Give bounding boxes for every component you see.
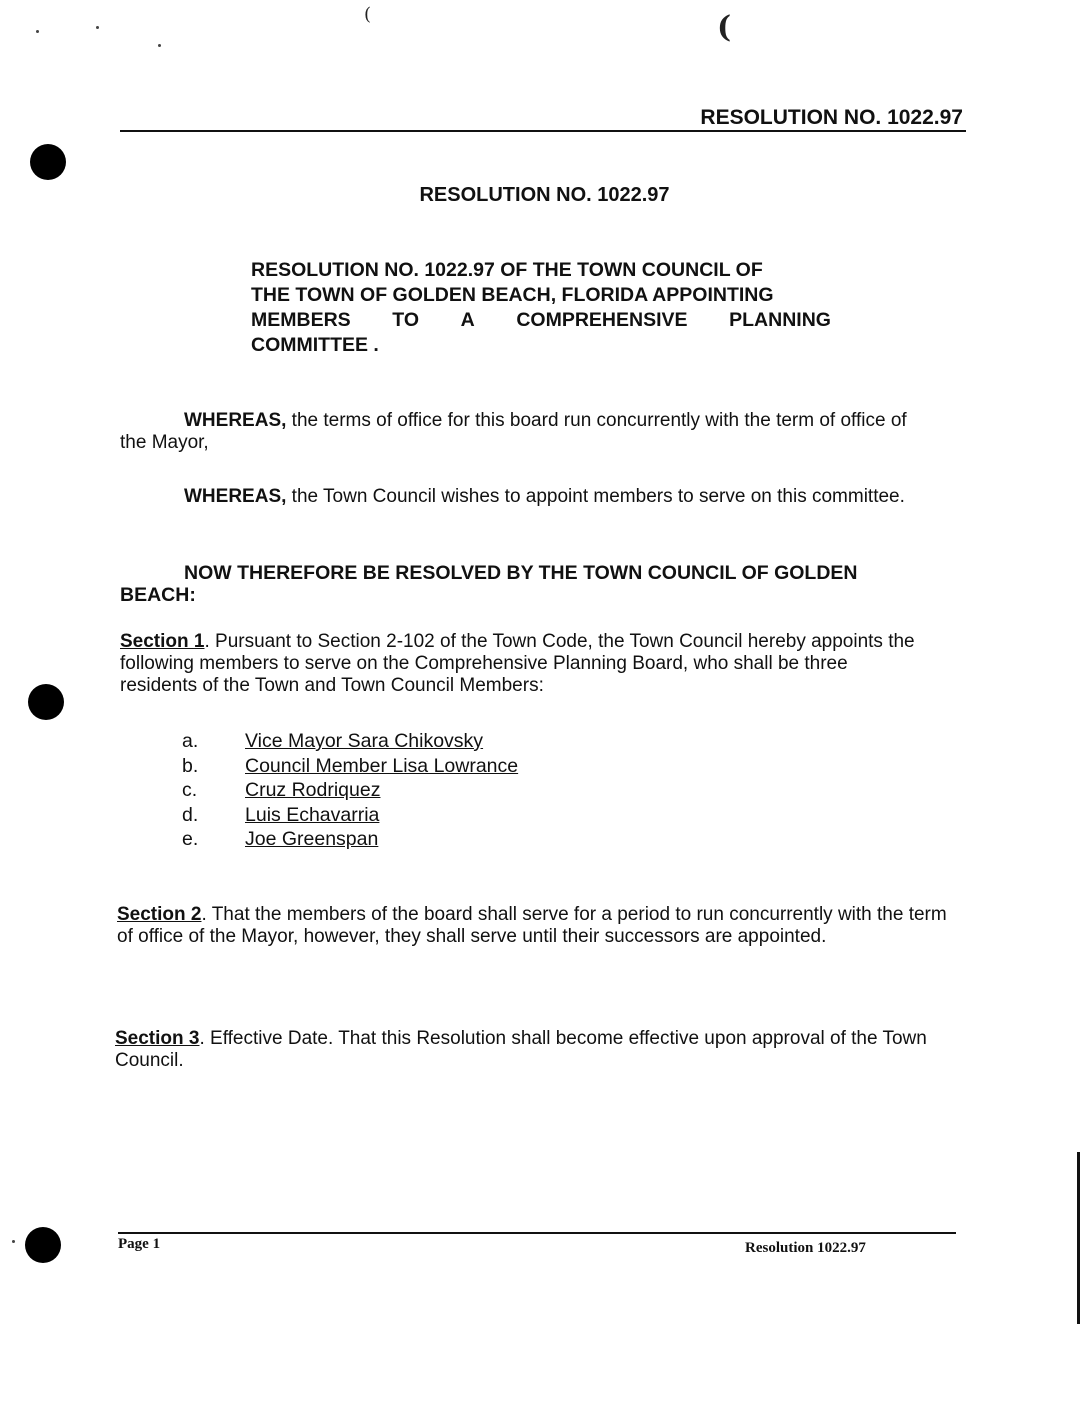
- caption-line-1: RESOLUTION NO. 1022.97 OF THE TOWN COUNCIL OF: [251, 259, 763, 281]
- list-item: [182, 755, 518, 780]
- punch-hole-bottom: [25, 1227, 61, 1263]
- caption-line-3: [251, 308, 831, 333]
- punch-hole-top: [30, 144, 66, 180]
- caption-word: A: [460, 309, 475, 331]
- member-name: Council Member Lisa Lowrance: [245, 754, 519, 777]
- member-name: Cruz Rodriquez: [245, 779, 381, 801]
- caption-word: PLANNING: [729, 309, 831, 331]
- punch-hole-middle: [28, 684, 64, 720]
- footer-resolution-reference: Resolution 1022.97: [745, 1240, 866, 1256]
- list-letter: c.: [182, 779, 198, 801]
- footer-page-number: Page 1: [118, 1236, 161, 1252]
- member-list: [182, 730, 518, 853]
- header-resolution-number: RESOLUTION NO. 1022.97: [700, 106, 963, 129]
- scan-speck: [36, 30, 39, 33]
- section-1-label: Section 1: [120, 631, 205, 652]
- resolved-text: NOW THEREFORE BE RESOLVED BY THE TOWN COUNCIL OF GOLDEN BEACH:: [120, 562, 858, 606]
- section-2-label: Section 2: [117, 904, 202, 925]
- section-2-text: . That the members of the board shall serve for a period to run concurrently with the term of office of the Mayor, however, they shall serve until their successors are appointed.: [117, 904, 947, 947]
- section-3: [115, 1028, 960, 1072]
- list-letter: a.: [182, 730, 199, 752]
- list-item: [182, 779, 518, 804]
- section-1: [120, 631, 930, 697]
- whereas-keyword: WHEREAS,: [184, 486, 287, 507]
- member-name: Vice Mayor Sara Chikovsky: [245, 730, 484, 752]
- resolution-caption: [251, 258, 831, 358]
- whereas-clause-1: [120, 410, 930, 454]
- whereas-text: the Town Council wishes to appoint members to serve on this committee.: [286, 486, 905, 507]
- section-3-label: Section 3: [115, 1028, 200, 1049]
- whereas-text: the terms of office for this board run concurrently with the term of office of the Mayor,: [120, 410, 907, 453]
- scan-mark-paren-large: (: [717, 10, 732, 45]
- list-item: [182, 730, 518, 755]
- member-name: Luis Echavarria: [245, 803, 380, 826]
- scan-speck: [12, 1240, 15, 1243]
- caption-word: MEMBERS: [251, 309, 351, 331]
- caption-word: COMPREHENSIVE: [516, 309, 688, 331]
- scan-speck: [158, 44, 161, 47]
- header-rule: [120, 130, 966, 132]
- section-1-text: . Pursuant to Section 2-102 of the Town Code, the Town Council hereby appoints the following members to serve on the Comprehensive Planning Board, who shall be three residents of the Town and Town Council Members:: [120, 631, 915, 696]
- whereas-keyword: WHEREAS,: [184, 410, 287, 431]
- scan-speck: [96, 26, 99, 29]
- resolved-statement: [120, 562, 932, 606]
- section-2: [117, 904, 957, 948]
- document-title: RESOLUTION NO. 1022.97: [419, 184, 670, 206]
- list-item: [182, 828, 518, 853]
- caption-line-4: COMMITTEE .: [251, 334, 379, 356]
- caption-line-2: THE TOWN OF GOLDEN BEACH, FLORIDA APPOINTING: [251, 284, 774, 306]
- section-3-text: . Effective Date. That this Resolution shall become effective upon approval of the Town Council.: [115, 1028, 927, 1071]
- whereas-clause-2: [120, 486, 930, 508]
- scan-mark-paren-small: (: [364, 4, 372, 25]
- list-item: [182, 804, 518, 829]
- list-letter: e.: [182, 828, 199, 850]
- list-letter: b.: [182, 754, 199, 777]
- scan-edge-bar: [1077, 1152, 1080, 1324]
- list-letter: d.: [182, 803, 199, 826]
- member-name: Joe Greenspan: [245, 828, 379, 850]
- caption-word: TO: [392, 309, 420, 331]
- footer-rule: [118, 1232, 956, 1234]
